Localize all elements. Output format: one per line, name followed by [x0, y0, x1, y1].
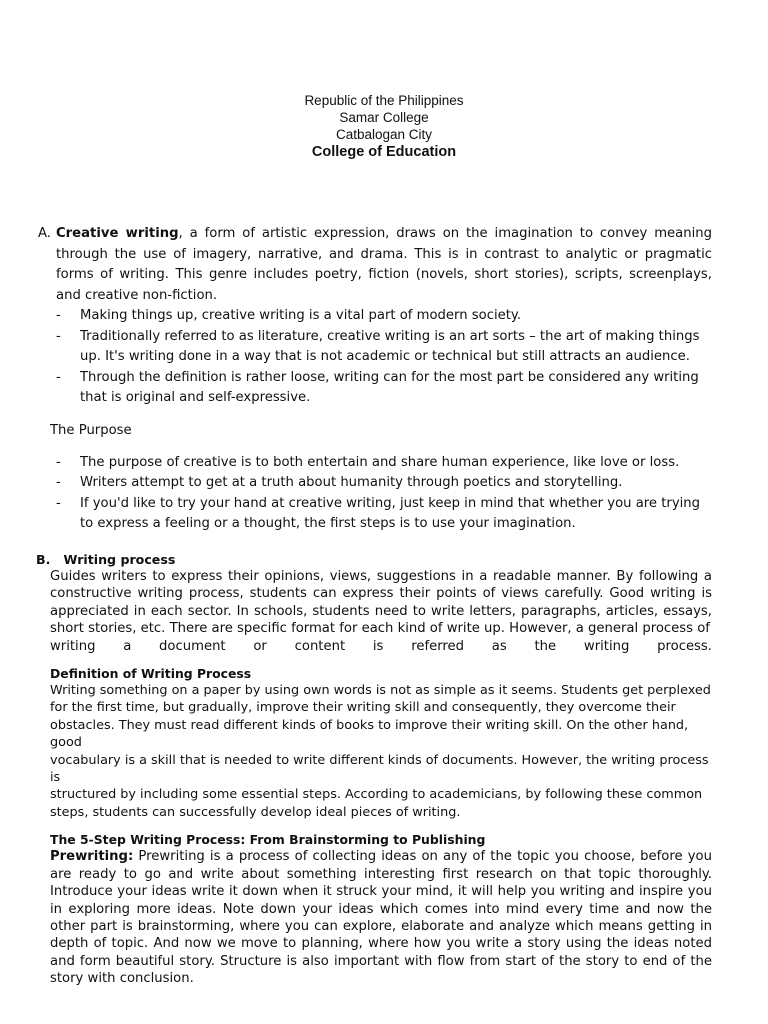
list-item — [36, 306, 712, 327]
dash-bullet-icon: - — [56, 495, 61, 511]
definition-line: for the first time, but gradually, improve their writing skill and consequently, they overcome their — [50, 700, 676, 716]
bullet-text: The purpose of creative is to both entertain and share human experience, like love or loss. — [80, 454, 680, 470]
section-b-heading — [36, 551, 712, 568]
bullet-text: Writers attempt to get at a truth about humanity through poetics and storytelling. — [80, 475, 623, 490]
list-item — [36, 368, 712, 409]
section-a-term: Creative writing — [56, 226, 179, 241]
list-item — [36, 473, 712, 494]
prewriting-label: Prewriting: — [50, 849, 134, 865]
dash-bullet-icon: - — [56, 454, 61, 470]
section-a-letter: A. — [38, 226, 51, 241]
section-b-letter: B. — [36, 552, 51, 567]
section-a-intro-text: , a form of artistic expression, draws on the imagination to convey meaning through the use of imagery, narrative, and drama. This is in contrast to analytic or pragmatic forms of writing. This genre includes poetry, fiction (novels, short stories), scripts, screenplays, and creative non-fiction. — [56, 226, 712, 303]
header-city: Catbalogan City — [335, 127, 433, 142]
definition-line: vocabulary is a skill that is needed to write different kinds of documents. However, the writing process is — [50, 752, 709, 786]
section-writing-process — [36, 551, 712, 988]
definition-line: Writing something on a paper by using own words is not as simple as it seems. Students get perplexed — [50, 683, 711, 699]
header-republic: Republic of the Philippines — [304, 93, 464, 108]
purpose-bullet-list — [36, 453, 712, 535]
bullet-text: Through the definition is rather loose, writing can for the most part be considered any writing that is original and self-expressive. — [80, 369, 699, 405]
definition-heading: Definition of Writing Process — [50, 666, 252, 682]
five-step-heading: The 5-Step Writing Process: From Brainstorming to Publishing — [50, 832, 486, 848]
section-creative-writing — [36, 224, 712, 535]
definition-line: structured by including some essential steps. According to academicians, by following these common — [50, 787, 703, 803]
header-college-name: Samar College — [339, 110, 429, 125]
dash-bullet-icon: - — [56, 328, 61, 344]
dash-bullet-icon: - — [56, 475, 61, 490]
list-item — [36, 453, 712, 474]
bullet-text: Making things up, creative writing is a vital part of modern society. — [80, 308, 522, 323]
dash-bullet-icon: - — [56, 369, 61, 385]
prewriting-paragraph — [50, 848, 712, 987]
section-a-bullet-list — [36, 306, 712, 409]
purpose-heading: The Purpose — [50, 422, 132, 438]
definition-body — [50, 682, 712, 821]
definition-line: steps, students can successfully develop ideal pieces of writing. — [50, 804, 461, 820]
section-b-intro-last-line: writing a document or content is referred as the writing process. — [50, 638, 712, 654]
bullet-text: Traditionally referred to as literature, creative writing is an art sorts – the art of making things up. It's writing done in a way that is not academic or technical but still attracts an audience. — [80, 328, 700, 364]
prewriting-text: Prewriting is a process of collecting ideas on any of the topic you choose, before you are ready to go and write about something interesting first research on that topic thoroughly. Introduce your ideas write it down when it struck your mind, it will help you writing and inspire you in exploring more ideas. Note down your ideas which comes into mind every time and now the other part is brainstorming, where you can explore, elaborate and analyze which means getting in depth of topic. And now we move to planning, where how you write a story using the ideas noted and form beautiful story. Structure is also important with flow from start of the story to end of the story with conclusion. — [50, 849, 712, 987]
dash-bullet-icon: - — [56, 308, 61, 323]
bullet-text: If you'd like to try your hand at creative writing, just keep in mind that whether you are trying to express a feeling or a thought, the first steps is to use your imagination. — [80, 495, 701, 531]
document-header — [0, 92, 768, 162]
list-item — [36, 327, 712, 368]
definition-line: obstacles. They must read different kinds of books to improve their writing skill. On the other hand, good — [50, 717, 689, 751]
section-b-title: Writing process — [63, 552, 176, 567]
section-b-intro: Guides writers to express their opinions, views, suggestions in a readable manner. By following a constructive writing process, students can express their points of views carefully. Good writing is appreciated in each sector. In schools, students need to write letters, paragraphs, articles, essays, short stories, etc. There are specific format for each kind of write up. However, a general process of — [50, 569, 712, 637]
list-item — [36, 494, 712, 535]
section-a-intro — [36, 224, 712, 306]
header-department: College of Education — [311, 144, 457, 160]
